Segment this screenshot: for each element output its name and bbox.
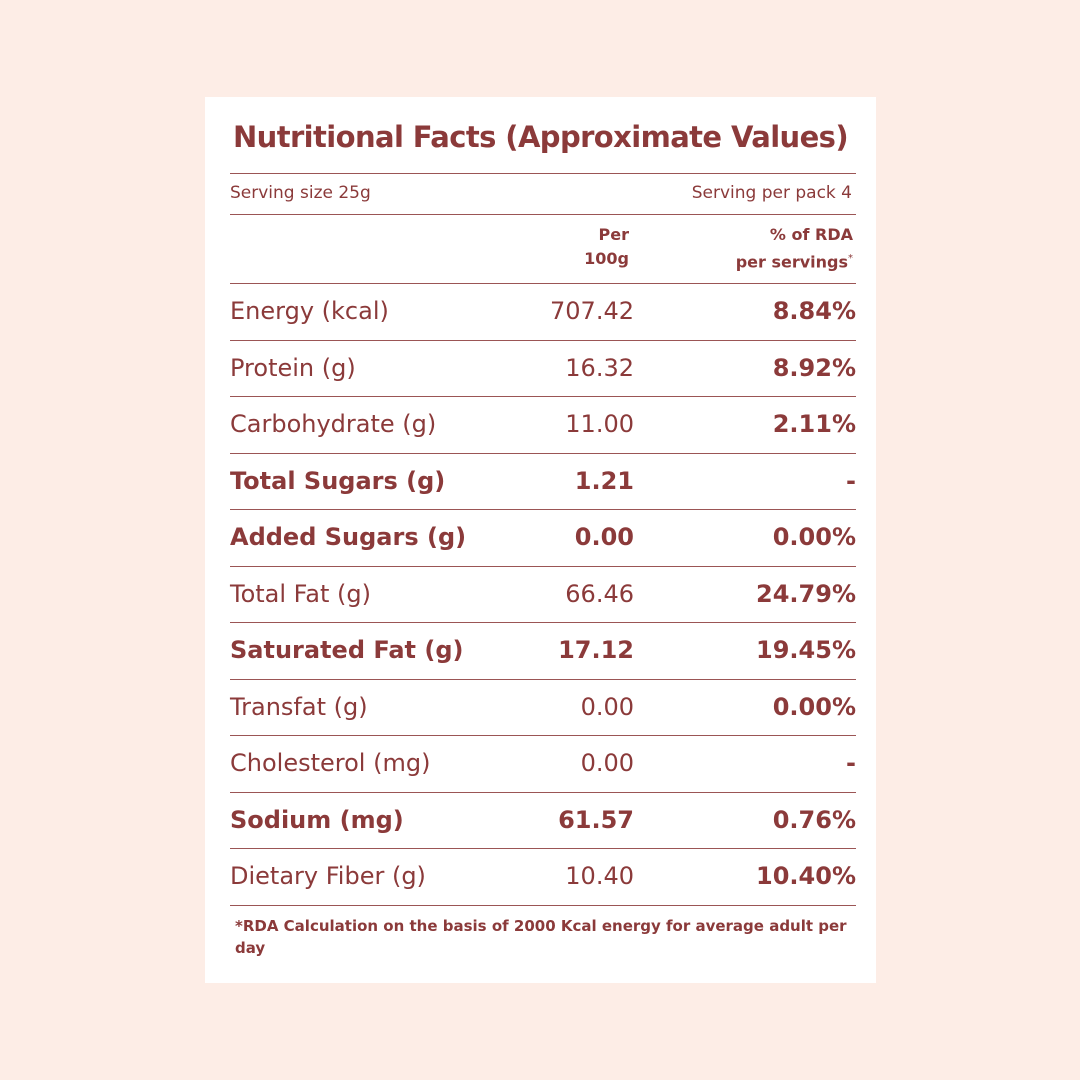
rda-value: 8.92% xyxy=(772,353,856,382)
table-row xyxy=(230,340,856,396)
divider xyxy=(230,396,856,397)
table-row xyxy=(230,679,856,735)
rda-value: 10.40% xyxy=(756,862,856,890)
nutrient-name: Protein (g) xyxy=(230,353,356,382)
nutrient-name: Added Sugars (g) xyxy=(230,523,467,551)
column-header-rda: % of RDA per servings* xyxy=(735,225,853,272)
rda-value: 19.45% xyxy=(756,636,856,664)
divider xyxy=(230,283,856,284)
divider xyxy=(230,214,856,215)
serving-info xyxy=(230,179,856,209)
per-100g-value: 16.32 xyxy=(565,353,634,382)
divider xyxy=(230,735,856,736)
table-row xyxy=(230,283,856,339)
nutrient-name: Total Fat (g) xyxy=(230,579,371,608)
table-row xyxy=(230,396,856,452)
per-100g-value: 0.00 xyxy=(574,523,634,551)
table-row xyxy=(230,509,856,565)
divider xyxy=(230,509,856,510)
nutrient-name: Sodium (mg) xyxy=(230,805,404,834)
table-row xyxy=(230,848,856,904)
nutrient-name: Transfat (g) xyxy=(230,692,368,721)
nutrient-name: Carbohydrate (g) xyxy=(230,410,437,438)
rda-value: 0.00% xyxy=(772,523,856,551)
divider xyxy=(230,340,856,341)
divider xyxy=(230,566,856,567)
nutrient-name: Total Sugars (g) xyxy=(230,466,446,495)
per-100g-value: 0.00 xyxy=(580,749,634,777)
divider xyxy=(230,905,856,906)
per-100g-value: 66.46 xyxy=(565,579,634,608)
page-title: Nutritional Facts (Approximate Values) xyxy=(233,120,848,154)
rda-value: 0.76% xyxy=(772,805,856,834)
nutrient-name: Cholesterol (mg) xyxy=(230,749,431,777)
per-100g-value: 0.00 xyxy=(580,692,634,721)
table-row xyxy=(230,622,856,678)
per-100g-value: 61.57 xyxy=(558,805,634,834)
per-100g-value: 1.21 xyxy=(574,466,634,495)
table-row xyxy=(230,453,856,509)
per-100g-value: 10.40 xyxy=(565,862,634,890)
table-row xyxy=(230,566,856,622)
divider xyxy=(230,679,856,680)
nutrient-name: Dietary Fiber (g) xyxy=(230,862,426,890)
rda-value: 24.79% xyxy=(756,579,856,608)
per-100g-value: 11.00 xyxy=(565,410,634,438)
table-row xyxy=(230,792,856,848)
footnote: *RDA Calculation on the basis of 2000 Kcal energy for average adult per day xyxy=(235,917,847,957)
per-100g-value: 707.42 xyxy=(550,297,634,325)
table-row xyxy=(230,735,856,791)
rda-value: 2.11% xyxy=(772,410,856,438)
divider xyxy=(230,848,856,849)
servings-per-pack: Serving per pack 4 xyxy=(691,183,852,203)
rda-value: - xyxy=(846,749,856,777)
nutrition-facts-card xyxy=(205,97,876,983)
rda-value: - xyxy=(846,466,856,495)
nutrient-name: Saturated Fat (g) xyxy=(230,636,464,664)
column-header-per-100g: Per 100g xyxy=(584,225,629,268)
divider xyxy=(230,173,856,174)
divider xyxy=(230,622,856,623)
per-100g-value: 17.12 xyxy=(558,636,634,664)
serving-size: Serving size 25g xyxy=(230,183,371,203)
divider xyxy=(230,453,856,454)
rda-value: 0.00% xyxy=(772,692,856,721)
nutrient-name: Energy (kcal) xyxy=(230,297,389,325)
rda-value: 8.84% xyxy=(772,297,856,325)
divider xyxy=(230,792,856,793)
